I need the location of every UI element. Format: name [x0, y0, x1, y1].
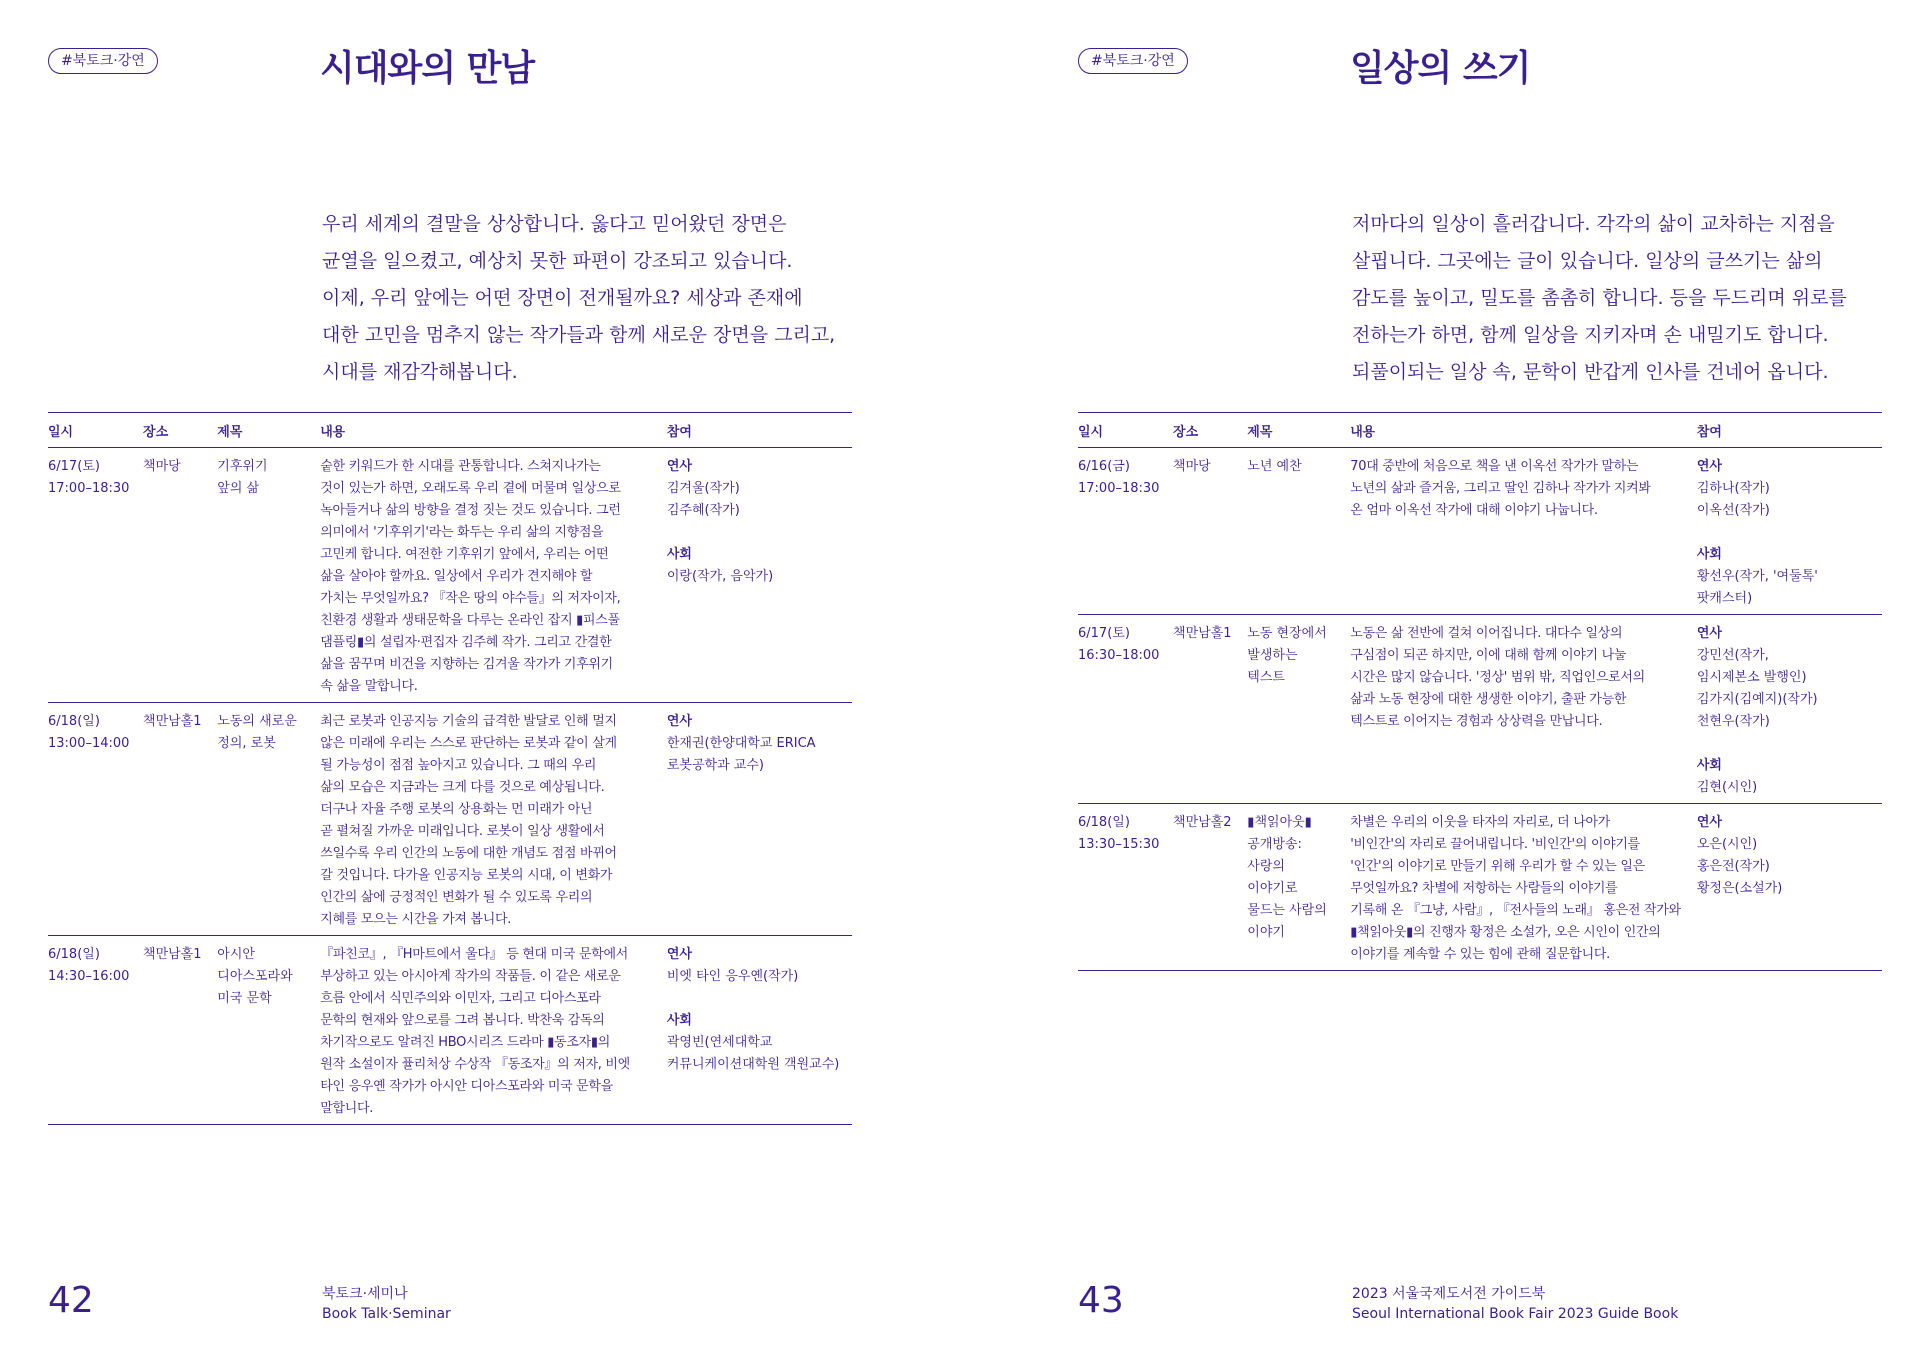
cell-content-line: ▮책읽아웃▮의 진행자 황정은 소설가, 오은 시인이 인간의 — [1350, 925, 1661, 940]
participant-name: 임시제본소 발행인) — [1696, 670, 1807, 685]
cell-title — [217, 944, 320, 1120]
cell-date-line: 14:30–16:00 — [48, 969, 130, 984]
cell-title — [1247, 623, 1350, 799]
cell-date-line: 6/16(금) — [1078, 459, 1130, 474]
intro-line: 감도를 높이고, 밀도를 촘촘히 합니다. 등을 두드리며 위로를 — [1352, 287, 1847, 309]
participant-name: 이랑(작가, 음악가) — [666, 569, 774, 584]
cell-content-line: 구심점이 되곤 하지만, 이에 대해 함께 이야기 나눌 — [1350, 648, 1627, 663]
table-row — [1078, 615, 1882, 804]
intro-line: 균열을 일으켰고, 예상치 못한 파편이 강조되고 있습니다. — [322, 250, 793, 272]
cell-content-line: 흐름 안에서 식민주의와 이민자, 그리고 디아스포라 — [320, 991, 601, 1006]
intro-line: 이제, 우리 앞에는 어떤 장면이 전개될까요? 세상과 존재에 — [322, 287, 803, 309]
participant-name: 강민선(작가, — [1696, 648, 1769, 663]
cell-content-line: 지혜를 모으는 시간을 가져 봅니다. — [320, 912, 512, 927]
table-row — [48, 936, 852, 1125]
intro-line: 우리 세계의 결말을 상상합니다. 옳다고 믿어왔던 장면은 — [322, 213, 787, 235]
header-content: 내용 — [1350, 424, 1375, 440]
cell-content — [320, 456, 667, 698]
page-title: 시대와의 만남 — [320, 48, 535, 89]
cell-content-line: 될 가능성이 점점 높아지고 있습니다. 그 때의 우리 — [320, 758, 597, 773]
cell-content-line: 온 엄마 이옥선 작가에 대해 이야기 나눕니다. — [1350, 503, 1598, 518]
cell-content-line: 시간은 많지 않습니다. '정상' 범위 밖, 직업인으로서의 — [1350, 670, 1645, 685]
participant-name: 커뮤니케이션대학원 객원교수) — [666, 1057, 840, 1072]
intro-line: 시대를 재감각해봅니다. — [322, 361, 518, 383]
participant-name: 홍은전(작가) — [1696, 859, 1770, 874]
intro-line: 대한 고민을 멈추지 않는 작가들과 함께 새로운 장면을 그리고, — [322, 324, 836, 346]
cell-content-line: '비인간'의 자리로 끌어내립니다. '비인간'의 이야기를 — [1350, 837, 1640, 852]
cell-title — [1247, 812, 1350, 966]
participant-name: 김주혜(작가) — [666, 503, 740, 518]
cell-title-line: ▮책읽아웃▮ — [1247, 815, 1312, 830]
table-row — [48, 703, 852, 936]
header-date: 일시 — [48, 424, 74, 440]
intro-line: 살핍니다. 그곳에는 글이 있습니다. 일상의 글쓰기는 삶의 — [1352, 250, 1823, 272]
cell-title-line: 기후위기 — [217, 459, 268, 474]
spacer — [1697, 733, 1882, 755]
header-participants: 참여 — [1696, 424, 1722, 440]
participant-name: 오은(시인) — [1696, 837, 1758, 852]
cell-content-line: 의미에서 '기후위기'라는 화두는 우리 삶의 지향점을 — [320, 525, 604, 540]
cell-date — [48, 711, 143, 931]
cell-participants — [667, 456, 852, 698]
participant-name: 황정은(소설가) — [1696, 881, 1783, 896]
cell-place-line: 책마당 — [1173, 459, 1211, 474]
participant-name: 김현(시인) — [1696, 780, 1758, 795]
footer — [322, 1284, 451, 1324]
spacer — [1697, 522, 1882, 544]
cell-title-line: 미국 문학 — [217, 991, 272, 1006]
cell-content-line: 쓰일수록 우리 인간의 노동에 대한 개념도 점점 바뀌어 — [320, 846, 617, 861]
intro-paragraph — [1352, 206, 1892, 391]
participant-role: 사회 — [1696, 758, 1722, 773]
cell-title-line: 노년 예찬 — [1247, 459, 1302, 474]
cell-content-line: 갈 것입니다. 다가올 인공지능 로봇의 시대, 이 변화가 — [320, 868, 613, 883]
cell-content-line: 『파친코』, 『H마트에서 울다』 등 현대 미국 문학에서 — [320, 947, 629, 962]
intro-line: 저마다의 일상이 흘러갑니다. 각각의 삶이 교차하는 지점을 — [1352, 213, 1835, 235]
participant-role: 연사 — [1696, 459, 1722, 474]
cell-date-line: 6/18(일) — [1078, 815, 1130, 830]
cell-content-line: 가치는 무엇일까요? 『작은 땅의 야수들』의 저자이자, — [320, 591, 621, 606]
spacer — [667, 522, 852, 544]
cell-content-line: 무엇일까요? 차별에 저항하는 사람들의 이야기를 — [1350, 881, 1618, 896]
cell-title-line: 공개방송: — [1247, 837, 1302, 852]
table-body — [1078, 448, 1882, 971]
cell-content — [1350, 623, 1697, 799]
cell-content-line: 삶의 모습은 지금과는 크게 다를 것으로 예상됩니다. — [320, 780, 605, 795]
participant-name: 이옥선(작가) — [1696, 503, 1770, 518]
cell-content-line: 숱한 키워드가 한 시대를 관통합니다. 스쳐지나가는 — [320, 459, 601, 474]
cell-place-line: 책만남홀2 — [1173, 815, 1232, 830]
cell-title-line: 아시안 — [217, 947, 255, 962]
category-tag: #북토크·강연 — [1078, 48, 1188, 74]
schedule-table — [1078, 412, 1882, 971]
intro-paragraph — [322, 206, 862, 391]
cell-title-line: 이야기로 — [1247, 881, 1298, 896]
cell-content-line: 기록해 온 『그냥, 사람』, 『전사들의 노래』 홍은전 작가와 — [1350, 903, 1681, 918]
cell-place-line: 책만남홀1 — [143, 947, 202, 962]
cell-date-line: 6/17(토) — [1078, 626, 1130, 641]
cell-date-line: 6/18(일) — [48, 714, 100, 729]
cell-title-line: 디아스포라와 — [217, 969, 293, 984]
cell-date-line: 16:30–18:00 — [1078, 648, 1160, 663]
participant-name: 김겨울(작가) — [666, 481, 740, 496]
cell-date — [48, 944, 143, 1120]
cell-content-line: 인간의 삶에 긍정적인 변화가 될 수 있도록 우리의 — [320, 890, 593, 905]
cell-date — [1078, 456, 1173, 610]
cell-content-line: 타인 응우옌 작가가 아시안 디아스포라와 미국 문학을 — [320, 1079, 613, 1094]
cell-date-line: 13:00–14:00 — [48, 736, 130, 751]
cell-title-line: 사랑의 — [1247, 859, 1285, 874]
cell-date-line: 13:30–15:30 — [1078, 837, 1160, 852]
cell-content-line: 차별은 우리의 이웃을 타자의 자리로, 더 나아가 — [1350, 815, 1610, 830]
cell-content-line: 곧 펼쳐질 가까운 미래입니다. 로봇이 일상 생활에서 — [320, 824, 605, 839]
cell-place — [1173, 456, 1247, 610]
participant-role: 연사 — [666, 947, 692, 962]
table-header — [48, 413, 852, 448]
participant-name: 비엣 타인 응우옌(작가) — [666, 969, 799, 984]
cell-content — [320, 944, 667, 1120]
cell-content — [320, 711, 667, 931]
cell-content-line: 원작 소설이자 퓰리처상 수상작 『동조자』의 저자, 비엣 — [320, 1057, 630, 1072]
table-row — [1078, 448, 1882, 615]
cell-content-line: 더구나 자율 주행 로봇의 상용화는 먼 미래가 아닌 — [320, 802, 593, 817]
cell-content-line: 이야기를 계속할 수 있는 힘에 관해 질문합니다. — [1350, 947, 1610, 962]
cell-content-line: 삶을 꿈꾸며 비건을 지향하는 김겨울 작가가 기후위기 — [320, 657, 613, 672]
participant-name: 황선우(작가, '여둘톡' — [1696, 569, 1818, 584]
cell-place — [143, 944, 217, 1120]
cell-title — [217, 711, 320, 931]
cell-content-line: 삶을 살아야 할까요. 일상에서 우리가 견지해야 할 — [320, 569, 593, 584]
participant-name: 곽영빈(연세대학교 — [666, 1035, 773, 1050]
category-tag: #북토크·강연 — [48, 48, 158, 74]
footer-line: Seoul International Book Fair 2023 Guide Book — [1352, 1306, 1679, 1322]
cell-content-line: 녹아들거나 삶의 방향을 결정 짓는 것도 있습니다. 그런 — [320, 503, 621, 518]
cell-content-line: 말합니다. — [320, 1101, 374, 1116]
cell-content-line: 부상하고 있는 아시아계 작가의 작품들. 이 같은 새로운 — [320, 969, 621, 984]
cell-date-line: 6/17(토) — [48, 459, 100, 474]
cell-content-line: 노동은 삶 전반에 걸쳐 이어집니다. 대다수 일상의 — [1350, 626, 1623, 641]
participant-name: 김하나(작가) — [1696, 481, 1770, 496]
cell-content-line: 않은 미래에 우리는 스스로 판단하는 로봇과 같이 살게 — [320, 736, 617, 751]
cell-content-line: 문학의 현재와 앞으로를 그려 봅니다. 박찬욱 감독의 — [320, 1013, 605, 1028]
header-content: 내용 — [320, 424, 345, 440]
cell-participants — [1697, 623, 1882, 799]
right-page — [1030, 0, 1920, 1362]
participant-role: 사회 — [666, 547, 692, 562]
header-participants: 참여 — [666, 424, 692, 440]
cell-title-line: 앞의 삶 — [217, 481, 260, 496]
table-row — [48, 448, 852, 703]
table-row — [1078, 804, 1882, 971]
page-number: 42 — [48, 1280, 94, 1321]
table-header — [1078, 413, 1882, 448]
header-title: 제목 — [1247, 424, 1273, 440]
cell-content-line: 차기작으로도 알려진 HBO시리즈 드라마 ▮동조자▮의 — [320, 1035, 611, 1050]
participant-name: 팟캐스터) — [1696, 591, 1753, 606]
cell-date-line: 6/18(일) — [48, 947, 100, 962]
cell-content-line: 최근 로봇과 인공지능 기술의 급격한 발달로 인해 멀지 — [320, 714, 617, 729]
cell-place — [1173, 812, 1247, 966]
footer-line: Book Talk·Seminar — [322, 1306, 451, 1322]
cell-title-line: 텍스트 — [1247, 670, 1285, 685]
cell-place-line: 책마당 — [143, 459, 181, 474]
participant-role: 연사 — [1696, 626, 1722, 641]
cell-title-line: 노동의 새로운 — [217, 714, 297, 729]
participant-name: 한재권(한양대학교 ERICA — [666, 736, 816, 751]
intro-line: 되풀이되는 일상 속, 문학이 반갑게 인사를 건네어 옵니다. — [1352, 361, 1829, 383]
participant-role: 연사 — [666, 459, 692, 474]
participant-name: 김가지(김예지)(작가) — [1696, 692, 1818, 707]
cell-participants — [1697, 456, 1882, 610]
cell-title-line: 이야기 — [1247, 925, 1285, 940]
cell-title-line: 노동 현장에서 — [1247, 626, 1327, 641]
cell-content-line: 댐플링▮의 설립자·편집자 김주혜 작가. 그리고 간결한 — [320, 635, 612, 650]
cell-content-line: 것이 있는가 하면, 오래도록 우리 곁에 머물며 일상으로 — [320, 481, 621, 496]
table-body — [48, 448, 852, 1125]
cell-content-line: 노년의 삶과 즐거움, 그리고 딸인 김하나 작가가 지켜봐 — [1350, 481, 1651, 496]
cell-content-line: 고민케 합니다. 여전한 기후위기 앞에서, 우리는 어떤 — [320, 547, 609, 562]
cell-title — [217, 456, 320, 698]
cell-title-line: 정의, 로봇 — [217, 736, 276, 751]
cell-title — [1247, 456, 1350, 610]
schedule-table — [48, 412, 852, 1125]
cell-title-line: 발생하는 — [1247, 648, 1298, 663]
participant-role: 사회 — [666, 1013, 692, 1028]
page-number: 43 — [1078, 1280, 1124, 1321]
header-title: 제목 — [217, 424, 243, 440]
participant-role: 사회 — [1696, 547, 1722, 562]
cell-content-line: 친환경 생활과 생태문학을 다루는 온라인 잡지 ▮피스풀 — [320, 613, 620, 628]
header-place: 장소 — [143, 424, 169, 440]
page-title: 일상의 쓰기 — [1350, 48, 1531, 89]
cell-participants — [1697, 812, 1882, 966]
cell-date-line: 17:00–18:30 — [1078, 481, 1160, 496]
cell-date — [1078, 623, 1173, 799]
cell-content-line: '인간'의 이야기로 만들기 위해 우리가 할 수 있는 일은 — [1350, 859, 1645, 874]
cell-place — [143, 711, 217, 931]
cell-content-line: 텍스트로 이어지는 경험과 상상력을 만납니다. — [1350, 714, 1603, 729]
cell-content — [1350, 812, 1697, 966]
footer-line: 2023 서울국제도서전 가이드북 — [1352, 1286, 1546, 1302]
cell-place-line: 책만남홀1 — [143, 714, 202, 729]
cell-place-line: 책만남홀1 — [1173, 626, 1232, 641]
cell-content — [1350, 456, 1697, 610]
footer — [1352, 1284, 1678, 1324]
participant-role: 연사 — [666, 714, 692, 729]
cell-place — [143, 456, 217, 698]
cell-date — [48, 456, 143, 698]
footer-line: 북토크·세미나 — [322, 1286, 408, 1302]
participant-name: 로봇공학과 교수) — [666, 758, 764, 773]
cell-date — [1078, 812, 1173, 966]
cell-participants — [667, 711, 852, 931]
header-place: 장소 — [1173, 424, 1199, 440]
cell-participants — [667, 944, 852, 1120]
participant-role: 연사 — [1696, 815, 1722, 830]
cell-date-line: 17:00–18:30 — [48, 481, 130, 496]
participant-name: 천현우(작가) — [1696, 714, 1770, 729]
cell-content-line: 삶과 노동 현장에 대한 생생한 이야기, 출판 가능한 — [1350, 692, 1627, 707]
cell-content-line: 70대 중반에 처음으로 책을 낸 이옥선 작가가 말하는 — [1350, 459, 1639, 474]
cell-place — [1173, 623, 1247, 799]
intro-line: 전하는가 하면, 함께 일상을 지키자며 손 내밀기도 합니다. — [1352, 324, 1829, 346]
spacer — [667, 988, 852, 1010]
cell-title-line: 물드는 사람의 — [1247, 903, 1327, 918]
cell-content-line: 속 삶을 말합니다. — [320, 679, 418, 694]
header-date: 일시 — [1078, 424, 1104, 440]
